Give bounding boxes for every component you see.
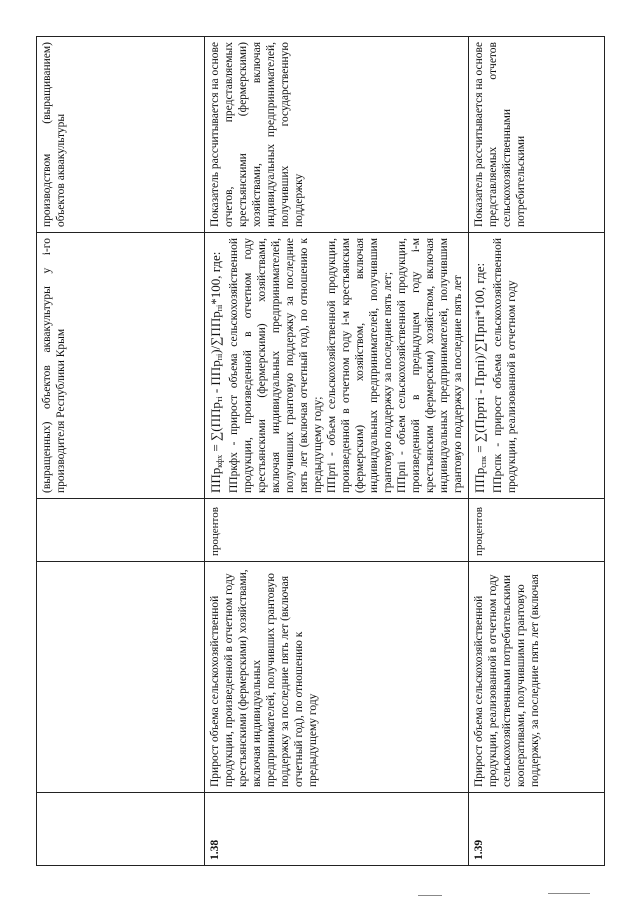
formula-definition: ППрспк - прирост объема сельскохозяйственной продукции, реализованной в отчетном году bbox=[492, 238, 518, 493]
calculation-formula bbox=[205, 233, 469, 499]
formula-definition: ППртi - объем сельскохозяйственной продукции, произведенной в отчетном году i-м крестьянским (фермерским) хозяйством, включая индивидуальных предпринимателей, получившим грантовую поддержку за последние пять лет; bbox=[326, 238, 394, 493]
unit-of-measure: процентов bbox=[469, 499, 605, 562]
table-row bbox=[469, 37, 605, 866]
row-number: 1.39 bbox=[469, 793, 605, 866]
formula-line: ППр$_{кфх}$ = ∑(ППр$_{тi}$ - ППр$_{пi}$)/∑ППр$_{пi}$*100, где: bbox=[208, 251, 224, 493]
page-number-mark bbox=[418, 895, 442, 896]
row-number: 1.38 bbox=[205, 793, 469, 866]
indicators-table bbox=[36, 36, 605, 866]
calculation-formula bbox=[469, 233, 605, 499]
cell-source: производством (выращиванием) объектов аквакультуры bbox=[37, 37, 205, 233]
cell-unit bbox=[37, 499, 205, 562]
formula-definition: ППрпi - объем сельскохозяйственной продукции, произведенной в предыдущем году i-м крестьянским (фермерским) хозяйством, включая индивидуальных предпринимателей, получившим грантовую поддержку за последние пять лет bbox=[396, 238, 464, 493]
table-row bbox=[205, 37, 469, 866]
footer-mark bbox=[548, 893, 590, 894]
data-source: Показатель рассчитывается на основе отчетов, представляемых крестьянскими (фермерскими) хозяйствами, включая индивидуальных предпринимателей, получивших государственную поддержку bbox=[205, 37, 469, 233]
cell-formula: (выращенных) объектов аквакультуры у i-го производителя Республики Крым bbox=[37, 233, 205, 499]
indicator-name: Прирост объема сельскохозяйственной продукции, произведенной в отчетном году крестьянскими (фермерскими) хозяйствами, включая индивидуальных предпринимателей, получивших грантовую поддержку за последние пять лет (включая отчетный год), по отношению к предыдущему году bbox=[205, 562, 469, 793]
formula-line: ППр$_{спк}$ = ∑(Прртi - Прпi)/∑Прпi*100, где: bbox=[472, 262, 488, 493]
indicator-name: Прирост объема сельскохозяйственной продукции, реализованной в отчетном году сельскохозяйственными потребительскими кооперативами, получившими грантовую поддержку, за последние пять лет (включая bbox=[469, 562, 605, 793]
table-row bbox=[37, 37, 205, 866]
rotated-table-page bbox=[36, 36, 606, 866]
cell-number bbox=[37, 793, 205, 866]
unit-of-measure: процентов bbox=[205, 499, 469, 562]
formula-definition: ППркфх - прирост объема сельскохозяйственной продукции, произведенной в отчетном году крестьянскими (фермерскими) хозяйствами, включая индивидуальных предпринимателей, получивших грантовую поддержку за последние пять лет (включая отчетный год), по отношению к предыдущему году; bbox=[228, 238, 324, 493]
cell-name bbox=[37, 562, 205, 793]
data-source: Показатель рассчитывается на основе представляемых отчетов сельскохозяйственными потребительскими bbox=[469, 37, 605, 233]
